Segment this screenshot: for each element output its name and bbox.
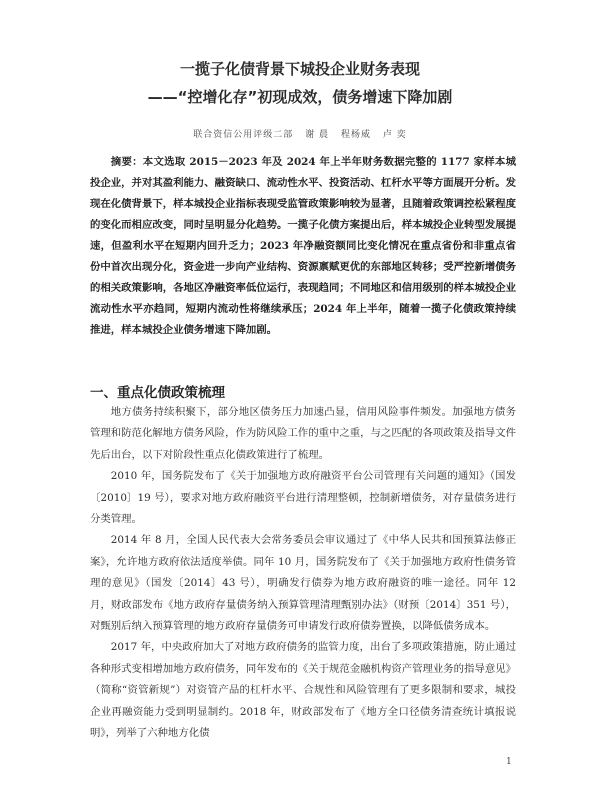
paragraph: 2017 年，中央政府加大了对地方政府债务的监管力度，出台了多项政策措施，防止通过各种形式变相增加地方政府债务，同年发布的《关于规范金融机构资产管理业务的指导意见》（简称“资管新规”）对资管产品的杠杆水平、合规性和风险管理有了更多限制和要求，城投企业再融资能力受到明显制约。2018 年，财政部发布了《地方全口径债务清查统计填报说明》，列举了六种地方化债 (90, 641, 517, 740)
affiliation: 联合资信公用评级二部 (193, 130, 294, 140)
paragraph: 2014 年 8 月，全国人民代表大会常务委员会审议通过了《中华人民共和国预算法修正案》，允许地方政府依法适度举债。同年 10 月，国务院发布了《关于加强地方政府性债务管理的意见》（国发〔2014〕43 号），明确发行债券为地方政府融资的唯一途径。同年 12 月，财政部发布《地方政府存量债务纳入预算管理清理甄别办法》（财预〔2014〕351 号），对甄别后纳入预算管理的地方政府存量债务可申请发行政府债券置换，以降低债务成本。 (90, 534, 516, 633)
paragraph: 地方债务持续积聚下，部分地区债务压力加速凸显，信用风险事件频发。加强地方债务管理和防范化解地方债务风险，作为防风险工作的重中之重，与之匹配的各项政策及指导文件先后出台，以下对阶段性重点化债政策进行了梳理。 (90, 406, 517, 461)
author-name: 卢 奕 (382, 130, 407, 140)
page-number: 1 (506, 757, 512, 767)
main-title: 一揽子化债背景下城投企业财务表现 (179, 60, 420, 78)
author-name: 谢 晨 (305, 130, 330, 140)
abstract: 摘要：本文选取 2015－2023 年及 2024 年上半年财务数据完整的 1177 家样本城投企业，并对其盈利能力、融资缺口、流动性水平、投资活动、杠杆水平等方面展开分析。发现在化债背景下，样本城投企业指标表现受监管政策影响较为显著，且随着政策调控松紧程度的变化而相应改变，同时呈明显分化趋势。一揽子化债方案提出后，样本城投企业转型发展提速，但盈利水平在短期内回升乏力；2023 年净融资额同比变化情况在重点省份和非重点省份中首次出现分化，资金进一步向产业结构、资源禀赋更优的东部地区转移；受严控新增债务的相关政策影响，各地区净融资率低位运行，表现趋同；不同地区和信用级别的样本城投企业流动性水平亦趋同，短期内流动性将继续承压；2024 年上半年，随着一揽子化债政策持续推进，样本城投企业债务增速下降加剧。 (90, 156, 517, 336)
author-name: 程杨威 (340, 130, 371, 140)
section-body (90, 402, 516, 745)
author-line (0, 127, 600, 140)
section-heading: 一、重点化债政策梳理 (90, 385, 225, 401)
paragraph: 2010 年，国务院发布了《关于加强地方政府融资平台公司管理有关问题的通知》（国发〔2010〕19 号），要求对地方政府融资平台进行清理整顿，控制新增债务，对存量债务进行分类管理。 (90, 470, 516, 526)
subtitle: ——“控增化存”初现成效，债务增速下降加剧 (147, 88, 453, 106)
